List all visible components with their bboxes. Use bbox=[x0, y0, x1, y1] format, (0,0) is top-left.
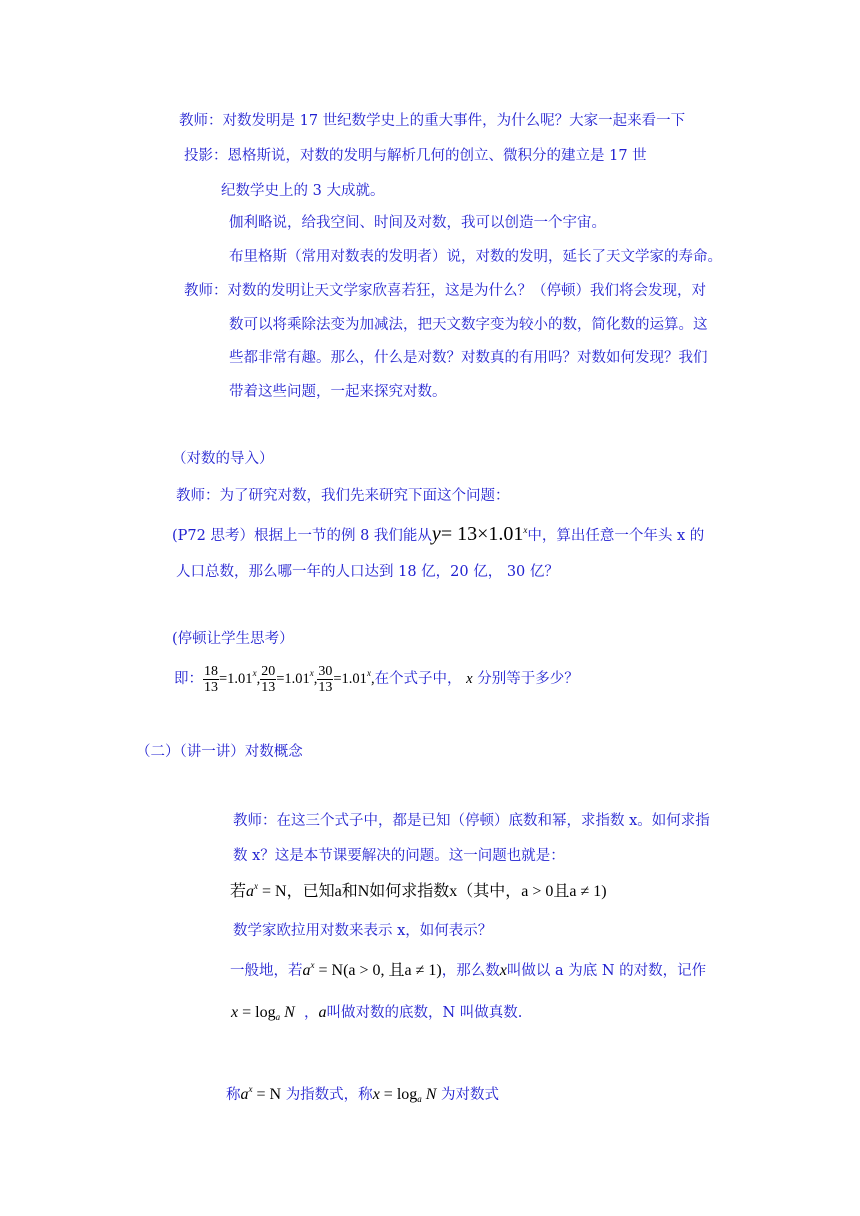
eq-3: $=1.01^x$, bbox=[333, 668, 375, 687]
import-ji-line bbox=[174, 656, 579, 702]
section2-heading: （二）（讲一讲）对数概念 bbox=[136, 744, 303, 760]
section2-teacher-2: 数 x？这是本节课要解决的问题。这一问题也就是： bbox=[233, 848, 565, 864]
ruo-formula: 若$a^x = N$，已知a和N如何求指数x（其中，a > 0且a ≠ 1) bbox=[230, 881, 607, 900]
intro-line-5: 布里格斯（常用对数表的发明者）说，对数的发明，延长了天文学家的寿命。 bbox=[229, 249, 722, 265]
import-ji-end: 分别等于多少？ bbox=[477, 671, 579, 687]
eq-1: $=1.01^x$, bbox=[219, 668, 261, 687]
frac-1: $\frac{18}{13}$ bbox=[204, 663, 218, 695]
log-formula: $x = \log_a N$ bbox=[231, 1004, 295, 1022]
intro-line-4: 伽利略说，给我空间、时间及对数，我可以创造一个宇宙。 bbox=[229, 215, 606, 231]
intro-line-3: 纪数学史上的 3 大成就。 bbox=[221, 183, 385, 199]
euler-line: 数学家欧拉用对数来表示 x，如何表示？ bbox=[233, 923, 493, 939]
intro-line-6: 教师：对数的发明让天文学家欣喜若狂，这是为什么？（停顿）我们将会发现，对 bbox=[184, 283, 706, 299]
intro-line-8: 些都非常有趣。那么，什么是对数？对数真的有用吗？对数如何发现？我们 bbox=[229, 350, 708, 366]
general-line: 一般地，若$a^x = N(a > 0$, 且a ≠ 1)，那么数x叫做以 a 为底 N 的对数，记作 bbox=[230, 960, 707, 979]
import-p72-prefix: (P72 思考）根据上一节的例 8 我们能从 bbox=[172, 528, 432, 544]
frac-2: $\frac{20}{13}$ bbox=[261, 663, 276, 695]
cheng-line: 称$a^x = N$ 为指数式，称$x = \log_a N$ 为对数式 bbox=[226, 1084, 500, 1104]
import-ji-x: x bbox=[466, 671, 473, 687]
import-pause: (停顿让学生思考） bbox=[172, 631, 294, 647]
import-ji: 即： bbox=[174, 671, 203, 687]
frac-3: $\frac{30}{13}$ bbox=[318, 663, 333, 695]
import-teacher: 教师：为了研究对数，我们先来研究下面这个问题： bbox=[176, 488, 510, 504]
import-p72-suffix: 中，算出任意一个年头 x 的 bbox=[527, 528, 705, 544]
eq-2: $=1.01^x$, bbox=[276, 668, 318, 687]
import-p72-line bbox=[172, 524, 704, 546]
intro-line-2: 投影：恩格斯说，对数的发明与解析几何的创立、微积分的建立是 17 世 bbox=[184, 148, 647, 164]
import-line-2: 人口总数，那么哪一年的人口达到 18 亿，20 亿， 30 亿？ bbox=[176, 564, 559, 580]
section2-teacher-1: 教师：在这三个式子中，都是已知（停顿）底数和幂，求指数 x。如何求指 bbox=[233, 813, 710, 829]
import-formula: $y= 13\times 1.01^x$ bbox=[431, 523, 528, 545]
intro-line-9: 带着这些问题，一起来探究对数。 bbox=[229, 384, 447, 400]
import-heading: （对数的导入） bbox=[172, 451, 274, 467]
import-ji-suffix: 在个式子中， bbox=[374, 671, 462, 687]
intro-line-1: 教师：对数发明是 17 世纪数学史上的重大事件，为什么呢？大家一起来看一下 bbox=[179, 113, 686, 129]
intro-line-7: 数可以将乘除法变为加减法，把天文数字变为较小的数，简化数的运算。这 bbox=[229, 317, 708, 333]
log-line: $x = \log_a N$ ，a叫做对数的底数，N 叫做真数. bbox=[231, 1004, 523, 1022]
